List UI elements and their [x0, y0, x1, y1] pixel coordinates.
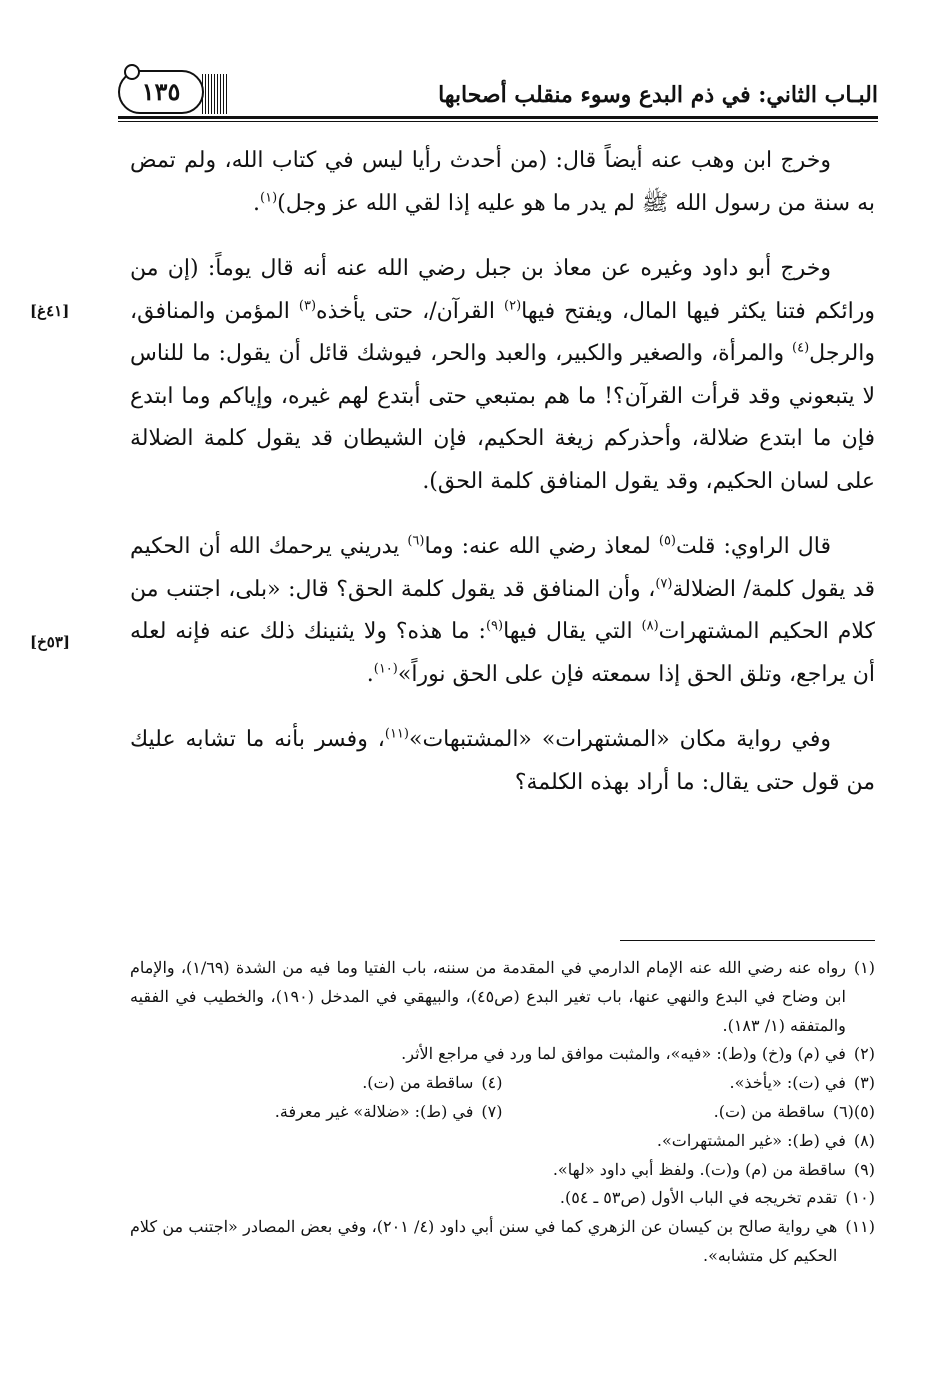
footnote-marker: (١٠): [373, 661, 398, 677]
paragraph: وخرج أبو داود وغيره عن معاذ بن جبل رضي الله عنه أنه قال يوماً: (إن من ورائكم فتنا يكثر فيها المال، ويفتح فيها$^{(٢)}$ القرآن/، حتى يأخذه$^{(٣)}$ المؤمن والمنافق، والرجل$^{(٤)}$ والمرأة، والصغير والكبير، والعبد والحر، فيوشك قائل أن يقول: ما للناس لا يتبعوني وقد قرأت القرآن؟! ما هم بمتبعي حتى أبتدع لهم غيره، وإياكم وما ابتدع فإن ما ابتدع ضلالة، وأحذركم زيغة الحكيم، فإن الشيطان قد يقول كلمة الضلالة على لسان الحكيم، وقد يقول المنافق كلمة الحق).: [130, 256, 875, 494]
footnote-row: [130, 1069, 875, 1098]
footnote-marker: (١١): [384, 726, 409, 742]
footnote-row: [130, 1098, 875, 1127]
footnote: (١١) هي رواية صالح بن كيسان عن الزهري كما في سنن أبي داود (٤/ ٢٠١)، وفي بعض المصادر «اجتنب من كلام الحكيم كل متشابه».: [130, 1217, 875, 1265]
footnote: (٧) في (ط): «ضلالة» غير معرفة.: [274, 1101, 503, 1121]
header-rule: [118, 116, 878, 119]
footnote: (٣) في (ت): «يأخذ».: [729, 1073, 875, 1093]
footnotes: [130, 954, 875, 1271]
paragraph: وفي رواية مكان «المشتهرات» «المشتبهات»$^{(١١)}$، وفسر بأنه ما تشابه عليك من قول حتى يقال: ما أراد بهذه الكلمة؟: [130, 726, 875, 795]
footnote: (١٠) تقدم تخريجه في الباب الأول (ص٥٣ ـ ٥٤).: [559, 1188, 875, 1208]
margin-reference: [٤١غ]: [30, 302, 70, 320]
footnote: (٥)(٦) ساقطة من (ت).: [713, 1101, 875, 1121]
footnote: (٤) ساقطة من (ت).: [362, 1073, 503, 1093]
footnote: (٩) ساقطة من (م) و(ت). ولفظ أبي داود «لها».: [552, 1159, 875, 1179]
footnote-marker: (٨): [641, 618, 659, 634]
footnote-marker: (٥): [658, 533, 676, 549]
header-rule-thin: [118, 121, 878, 122]
footnote-marker: (٩): [485, 618, 504, 634]
footnote-marker: (٣): [298, 298, 317, 314]
footnote-marker: (٧): [655, 576, 673, 592]
main-text: [130, 140, 875, 827]
footnote: (١) رواه عنه رضي الله عنه الإمام الدارمي في المقدمة من سننه، باب الفتيا وما فيه من الشدة (١/٦٩)، والإمام ابن وضاح في البدع والنهي عنها، باب تغير البدع (ص٤٥)، والبيهقي في المدخل (١٩٠)، والخطيب في الفقيه والمتفقه (١/ ١٨٣).: [130, 958, 875, 1035]
footnote-separator: [620, 940, 875, 941]
footnote: (٨) في (ط): «غير المشتهرات».: [656, 1130, 875, 1150]
page-number: ١٣٥: [118, 70, 204, 114]
page-header: [118, 64, 878, 120]
footnote-marker: (٢): [504, 298, 522, 314]
chapter-title: البـاب الثاني: في ذم البدع وسوء منقلب أصحابها: [438, 82, 878, 108]
footnote-marker: (٤): [792, 340, 810, 356]
footnote-marker: (٦): [407, 533, 425, 549]
ornament-ring-icon: [124, 64, 140, 80]
footnote: (٢) في (م) و(خ) و(ط): «فيه»، والمثبت موافق لما ورد في مراجع الأثر.: [401, 1044, 875, 1064]
footnote-marker: (١): [260, 190, 278, 206]
paragraph: وخرج ابن وهب عنه أيضاً قال: (من أحدث رأيا ليس في كتاب الله، ولم تمض به سنة من رسول الله ﷺ لم يدر ما هو عليه إذا لقي الله عز وجل)$^{(١)}$.: [130, 148, 875, 216]
ornament-hatching: [202, 74, 228, 114]
page-number-ornament: [118, 70, 228, 116]
margin-reference: [٥٣خ]: [30, 633, 71, 651]
paragraph: قال الراوي: قلت$^{(٥)}$ لمعاذ رضي الله عنه: وما$^{(٦)}$ يدريني يرحمك الله أن الحكيم قد يقول كلمة/ الضلالة$^{(٧)}$، وأن المنافق قد يقول كلمة الحق؟ قال: «بلى، اجتنب من كلام الحكيم المشتهرات$^{(٨)}$ التي يقال فيها$^{(٩)}$: ما هذه؟ ولا يثنينك ذلك عنه فإنه لعله أن يراجع، وتلق الحق إذا سمعته فإن على الحق نوراً»$^{(١٠)}$.: [130, 533, 875, 687]
